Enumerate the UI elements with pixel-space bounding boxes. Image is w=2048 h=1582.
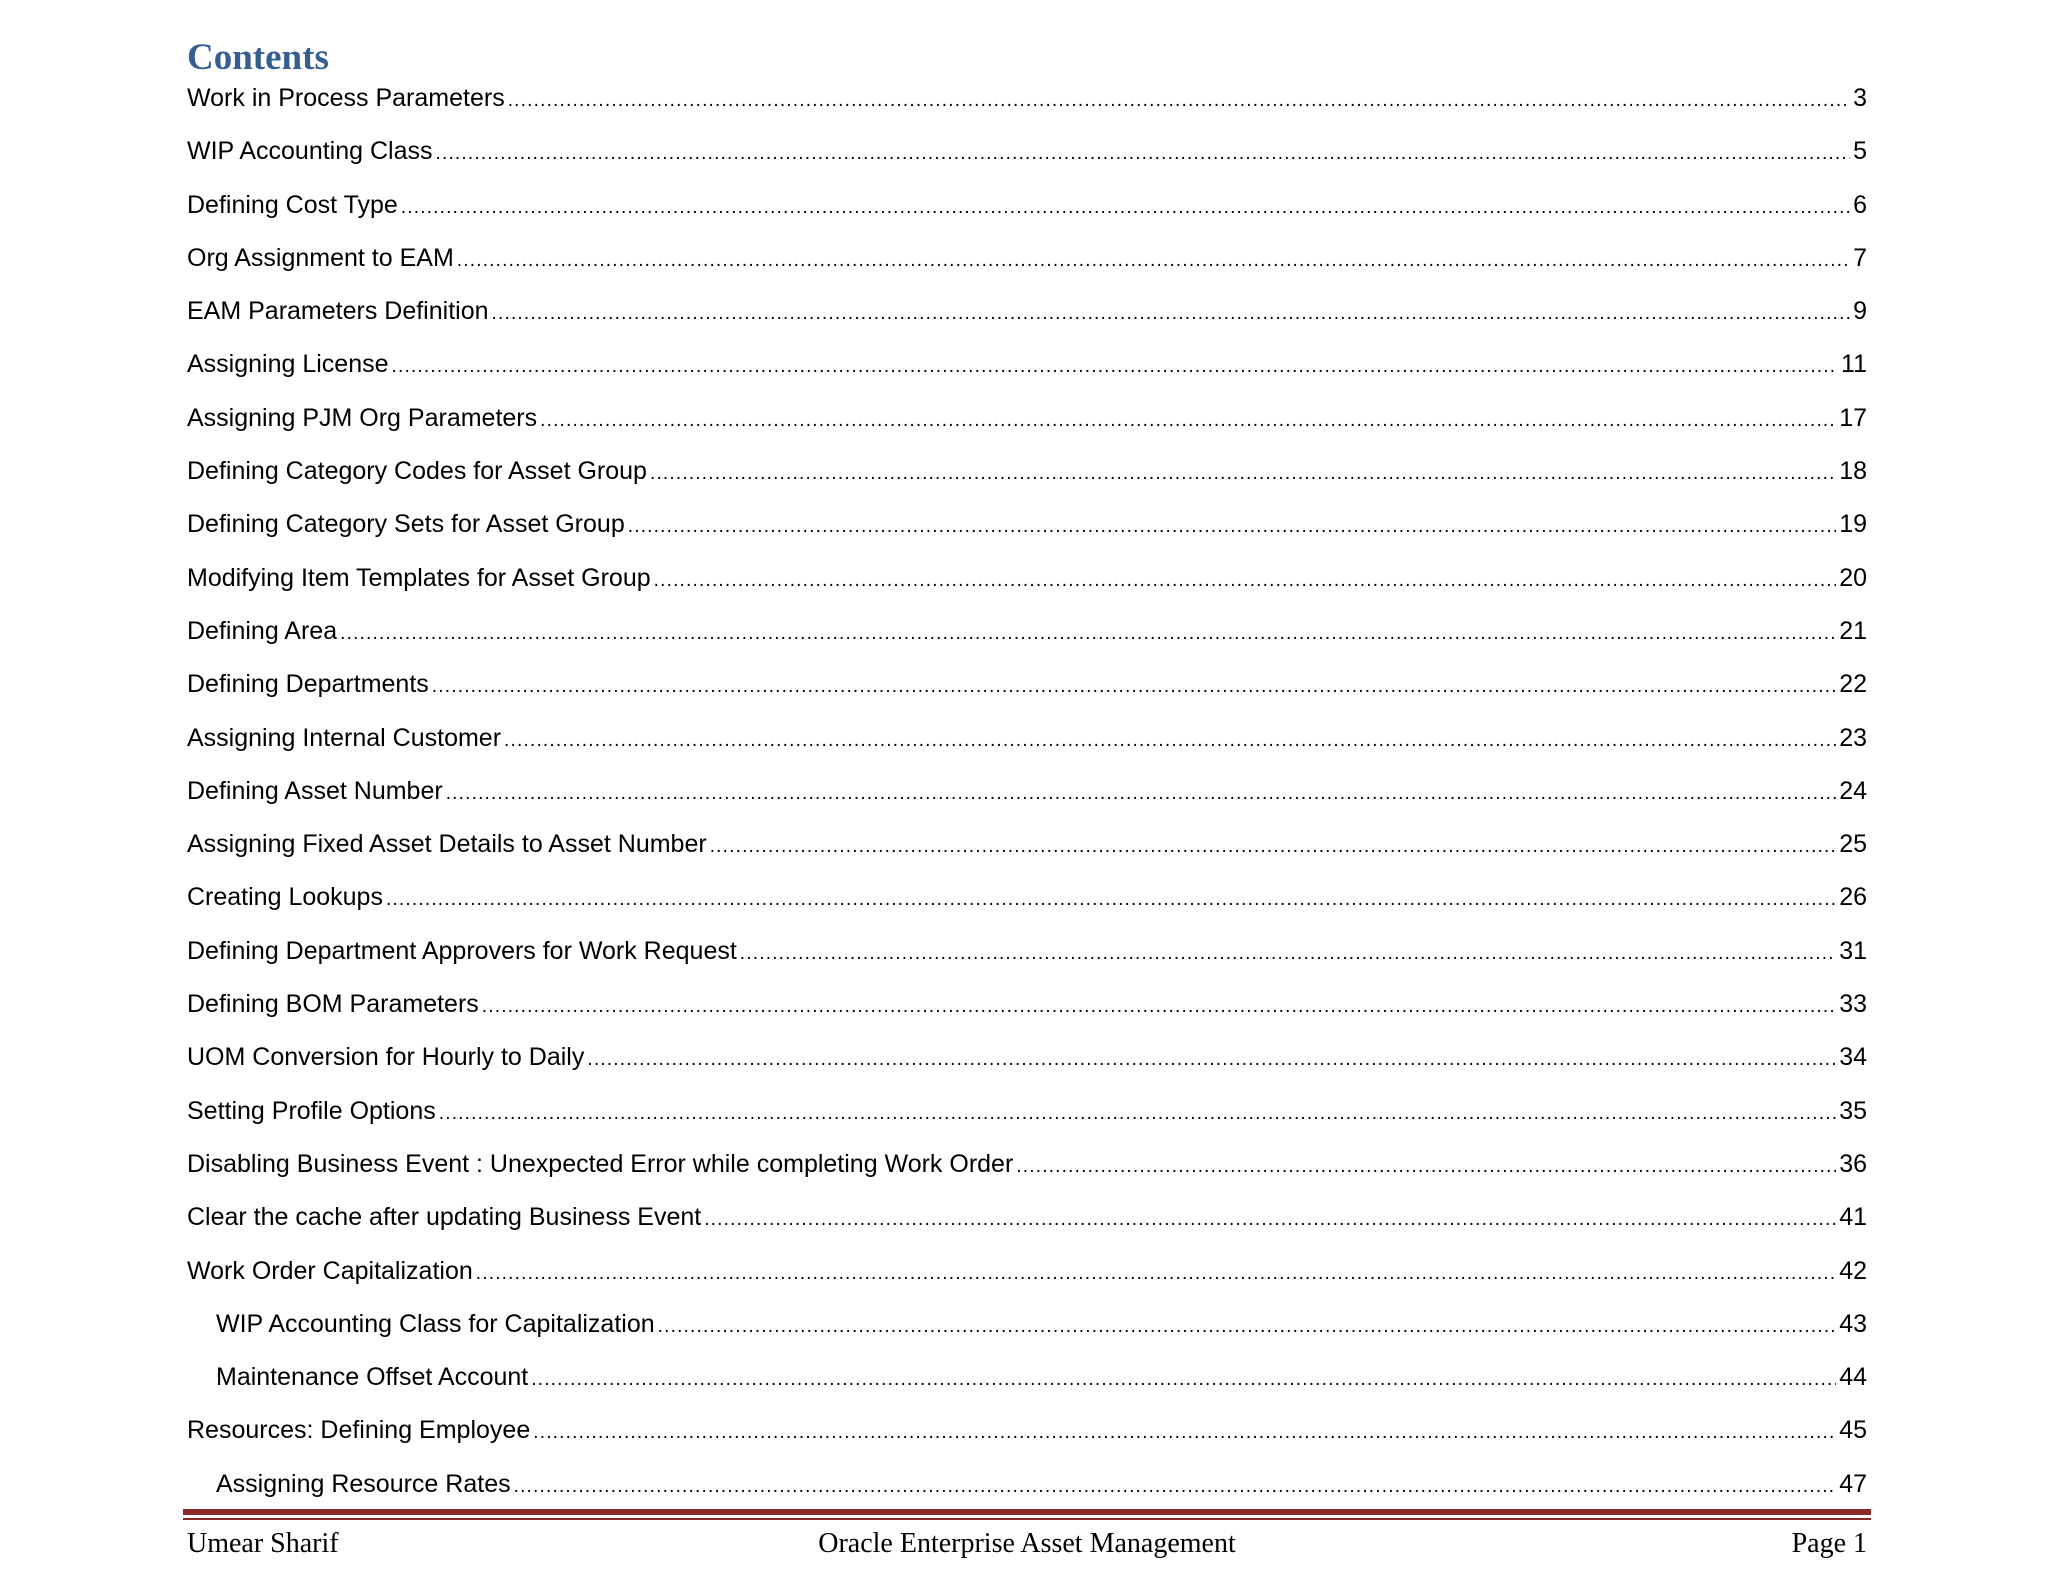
toc-entry-title: Maintenance Offset Account [216,1363,529,1392]
toc-dot-leader [1016,1153,1836,1181]
toc-dot-leader [435,140,1850,168]
toc-entry[interactable] [187,1257,1867,1310]
toc-entry[interactable] [187,670,1867,723]
toc-entry-title: Modifying Item Templates for Asset Group [187,563,651,592]
toc-entry[interactable] [187,937,1867,990]
footer-rule-thick [183,1509,1871,1515]
toc-dot-leader [504,727,1836,755]
toc-entry-page-number: 36 [1839,1149,1867,1178]
toc-entry[interactable] [187,1363,1867,1416]
toc-dot-leader [457,247,1850,275]
toc-entry-page-number: 44 [1839,1363,1867,1392]
toc-entry-page-number: 42 [1839,1256,1867,1285]
toc-dot-leader [508,87,1850,115]
toc-entry[interactable] [187,350,1867,403]
toc-entry-title: Assigning PJM Org Parameters [187,403,538,432]
toc-entry-title: Disabling Business Event : Unexpected Error while completing Work Order [187,1149,1014,1178]
toc-dot-leader [482,993,1836,1021]
toc-entry[interactable] [187,84,1867,137]
toc-entry-title: Defining Asset Number [187,776,443,805]
toc-entry[interactable] [187,777,1867,830]
toc-entry[interactable] [187,724,1867,777]
toc-entry-title: WIP Accounting Class [187,137,433,166]
toc-entry-title: Assigning License [187,350,389,379]
toc-entry-page-number: 25 [1839,830,1867,859]
toc-list [187,84,1867,1523]
toc-entry-title: Defining Cost Type [187,190,398,219]
toc-dot-leader [650,460,1836,488]
toc-entry[interactable] [187,617,1867,670]
toc-dot-leader [340,620,1836,648]
toc-dot-leader [710,833,1837,861]
toc-entry-page-number: 18 [1839,457,1867,486]
toc-entry-title: Defining Departments [187,670,429,699]
toc-entry[interactable] [187,1203,1867,1256]
toc-entry-page-number: 6 [1853,190,1867,219]
toc-entry-title: Setting Profile Options [187,1096,436,1125]
toc-dot-leader [492,300,1851,328]
toc-entry-page-number: 34 [1839,1043,1867,1072]
toc-entry-title: Creating Lookups [187,883,383,912]
toc-entry-title: Clear the cache after updating Business Event [187,1203,702,1232]
footer-page-number: Page 1 [1791,1528,1867,1559]
toc-entry[interactable] [187,244,1867,297]
toc-entry-page-number: 17 [1839,403,1867,432]
toc-entry[interactable] [187,830,1867,883]
toc-dot-leader [514,1473,1837,1501]
toc-dot-leader [654,567,1837,595]
toc-dot-leader [628,513,1836,541]
toc-entry[interactable] [187,457,1867,510]
toc-entry-page-number: 7 [1853,243,1867,272]
toc-entry-page-number: 41 [1839,1203,1867,1232]
toc-dot-leader [658,1313,1837,1341]
toc-dot-leader [740,940,1836,968]
toc-entry-page-number: 26 [1839,883,1867,912]
toc-entry-title: Defining Category Codes for Asset Group [187,457,647,486]
toc-dot-leader [531,1366,1836,1394]
toc-entry-title: Defining Category Sets for Asset Group [187,510,625,539]
toc-dot-leader [540,407,1836,435]
toc-entry-title: Defining BOM Parameters [187,990,479,1019]
toc-entry-title: Assigning Fixed Asset Details to Asset Number [187,830,707,859]
footer-rule-thin [183,1518,1871,1520]
toc-entry-page-number: 23 [1839,723,1867,752]
page-footer [187,1524,1867,1564]
toc-entry[interactable] [187,137,1867,190]
toc-dot-leader [533,1419,1836,1447]
toc-entry[interactable] [187,883,1867,936]
toc-entry[interactable] [187,1097,1867,1150]
footer-document-title: Oracle Enterprise Asset Management [818,1528,1236,1559]
toc-entry-title: WIP Accounting Class for Capitalization [216,1309,655,1338]
toc-entry-title: Assigning Resource Rates [216,1469,511,1498]
toc-dot-leader [704,1206,1836,1234]
toc-dot-leader [392,353,1839,381]
toc-entry-title: Resources: Defining Employee [187,1416,531,1445]
toc-entry[interactable] [187,404,1867,457]
toc-entry-title: Org Assignment to EAM [187,243,454,272]
toc-entry-page-number: 31 [1839,936,1867,965]
toc-entry[interactable] [187,1416,1867,1469]
toc-entry-title: Work in Process Parameters [187,84,505,112]
toc-entry[interactable] [187,1470,1867,1523]
toc-dot-leader [386,886,1836,914]
toc-entry-page-number: 20 [1839,563,1867,592]
toc-entry[interactable] [187,1310,1867,1363]
toc-entry[interactable] [187,990,1867,1043]
toc-entry-page-number: 35 [1839,1096,1867,1125]
toc-dot-leader [446,780,1837,808]
toc-entry-title: Assigning Internal Customer [187,723,502,752]
toc-entry[interactable] [187,191,1867,244]
toc-entry[interactable] [187,564,1867,617]
toc-entry-title: Defining Department Approvers for Work Request [187,936,737,965]
toc-entry-page-number: 21 [1839,616,1867,645]
toc-entry-page-number: 3 [1853,84,1867,112]
toc-entry-title: Defining Area [187,616,338,645]
toc-entry[interactable] [187,1150,1867,1203]
toc-entry-page-number: 43 [1839,1309,1867,1338]
toc-entry-page-number: 45 [1839,1416,1867,1445]
toc-entry-page-number: 33 [1839,990,1867,1019]
toc-page [187,36,1867,1523]
toc-entry-title: Work Order Capitalization [187,1256,473,1285]
toc-dot-leader [432,673,1836,701]
toc-dot-leader [439,1100,1836,1128]
toc-dot-leader [587,1046,1836,1074]
toc-dot-leader [476,1260,1836,1288]
toc-heading: Contents [187,37,329,78]
toc-entry-title: UOM Conversion for Hourly to Daily [187,1043,585,1072]
toc-entry-page-number: 19 [1839,510,1867,539]
toc-entry[interactable] [187,510,1867,563]
toc-entry-page-number: 24 [1839,776,1867,805]
toc-entry-page-number: 9 [1853,297,1867,326]
footer-author: Umear Sharif [187,1528,339,1559]
toc-entry[interactable] [187,297,1867,350]
toc-dot-leader [401,194,1850,222]
toc-entry-page-number: 5 [1853,137,1867,166]
toc-entry-page-number: 47 [1839,1469,1867,1498]
toc-entry-title: EAM Parameters Definition [187,297,489,326]
toc-entry-page-number: 11 [1841,350,1867,379]
toc-entry-page-number: 22 [1839,670,1867,699]
toc-entry[interactable] [187,1043,1867,1096]
